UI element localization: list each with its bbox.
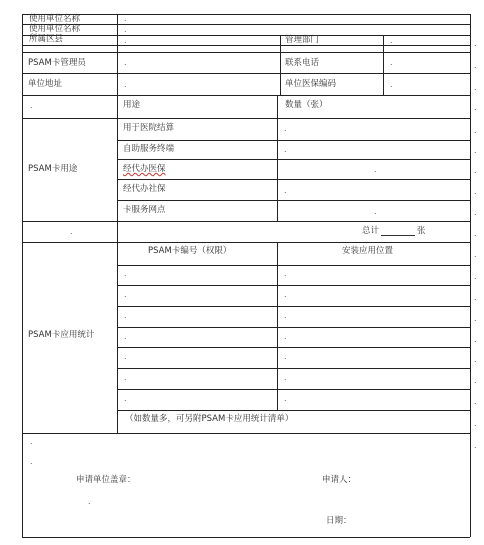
cell-mark: . (124, 373, 127, 382)
applicant-seal-label: 申请单位盖章： (76, 475, 136, 485)
rule (22, 118, 470, 119)
psam-number-header: PSAM卡编号（权限） (148, 246, 232, 256)
row-end-mark: . (474, 250, 477, 259)
cell-mark: . (30, 457, 33, 466)
column-divider (383, 35, 384, 95)
insurance-code-label: 单位医保编码 (285, 79, 337, 89)
row-end-mark: . (474, 397, 477, 406)
row-end-mark: . (474, 146, 477, 155)
cell-mark: . (284, 290, 287, 299)
purpose-header: 用途 (123, 100, 141, 110)
total-blank (381, 227, 415, 236)
cell-mark: . (390, 36, 393, 45)
rule (117, 410, 470, 411)
row-end-mark: . (474, 166, 477, 175)
rule (117, 347, 470, 348)
rule (22, 95, 470, 96)
note: （如数量多，可另附PSAM卡应用统计清单） (125, 414, 294, 424)
row-end-mark: . (474, 61, 477, 70)
cell-mark: . (124, 58, 127, 67)
total-unit: 张 (417, 226, 426, 236)
row-end-mark: . (474, 376, 477, 385)
psam-usage-label: PSAM卡用途 (28, 164, 78, 174)
rule (22, 221, 470, 222)
rule (117, 140, 470, 141)
table-bottom-border (22, 537, 470, 538)
row-end-mark: . (474, 272, 477, 281)
cell-mark: . (284, 352, 287, 361)
phone-label: 联系电话 (285, 58, 320, 68)
rule (117, 389, 470, 390)
applicant-label: 申请人： (322, 475, 357, 485)
rule (22, 52, 470, 53)
cell-mark: . (284, 311, 287, 320)
usage-item: 用于医院结算 (123, 123, 175, 133)
usage-item: 自助服务终端 (123, 144, 175, 154)
cell-mark: . (124, 332, 127, 341)
row-end-mark: . (474, 293, 477, 302)
rule (117, 368, 470, 369)
cell-mark: . (88, 497, 91, 506)
date-label: 日期： (326, 516, 352, 526)
total-row (362, 226, 426, 236)
rule (22, 35, 470, 36)
row-end-mark: . (474, 187, 477, 196)
rule (117, 200, 470, 201)
cell-mark: . (70, 227, 73, 236)
column-divider (277, 242, 278, 410)
management-dept-label: 管理部门 (285, 35, 320, 45)
rule (117, 265, 470, 266)
unit-name-label-1: 使用单位名称 (29, 14, 81, 24)
cell-mark: . (124, 311, 127, 320)
rule (22, 433, 470, 434)
cell-mark: . (284, 124, 287, 133)
rule (117, 159, 470, 160)
cell-mark: . (284, 186, 287, 195)
row-end-mark: . (474, 83, 477, 92)
column-divider (280, 35, 281, 95)
rule (117, 327, 470, 328)
total-label: 总计 (362, 226, 380, 236)
address-label: 单位地址 (28, 79, 63, 89)
usage-item: 经代办社保 (123, 184, 166, 194)
cell-mark: . (30, 437, 33, 446)
psam-admin-label: PSAM卡管理员 (28, 58, 86, 68)
cell-mark: . (124, 290, 127, 299)
row-end-mark: . (474, 419, 477, 428)
cell-mark: . (124, 394, 127, 403)
region-label: 所属区县 (29, 34, 64, 44)
cell-mark: . (390, 58, 393, 67)
row-end-mark: . (474, 355, 477, 364)
usage-item: 卡服务网点 (123, 205, 166, 215)
cell-mark: . (374, 165, 377, 174)
install-location-header: 安装应用位置 (342, 246, 394, 256)
cell-mark: . (390, 80, 393, 89)
cell-mark: . (284, 269, 287, 278)
cell-mark: . (284, 332, 287, 341)
row-end-mark: . (474, 441, 477, 450)
psam-stats-label: PSAM卡应用统计 (28, 330, 95, 340)
cell-mark: . (30, 101, 33, 110)
cell-mark: . (124, 269, 127, 278)
cell-mark: . (124, 14, 127, 23)
rule (22, 45, 470, 46)
cell-mark: . (284, 394, 287, 403)
column-divider (117, 14, 118, 433)
cell-mark: . (374, 207, 377, 216)
unit-name-label-2: 使用单位名称 (29, 24, 81, 34)
row-end-mark: . (474, 126, 477, 135)
table-left-border (22, 14, 23, 537)
row-end-mark: . (474, 208, 477, 217)
table-right-border (470, 14, 471, 537)
column-divider (277, 95, 278, 221)
row-end-mark: . (474, 103, 477, 112)
cell-mark: . (284, 373, 287, 382)
row-end-mark: . (474, 335, 477, 344)
cell-mark: . (124, 80, 127, 89)
row-end-mark: . (474, 39, 477, 48)
table-top-border (22, 14, 470, 15)
cell-mark: . (124, 36, 127, 45)
cell-mark: . (284, 145, 287, 154)
quantity-header: 数量（张） (285, 100, 328, 110)
cell-mark: . (124, 25, 127, 34)
rule (117, 306, 470, 307)
rule (22, 73, 470, 74)
row-end-mark: . (474, 314, 477, 323)
rule (22, 24, 470, 25)
rule (117, 285, 470, 286)
rule (22, 242, 470, 243)
cell-mark: . (124, 352, 127, 361)
row-end-mark: . (474, 229, 477, 238)
rule (117, 179, 470, 180)
usage-item: 经代办医保 (123, 164, 166, 174)
